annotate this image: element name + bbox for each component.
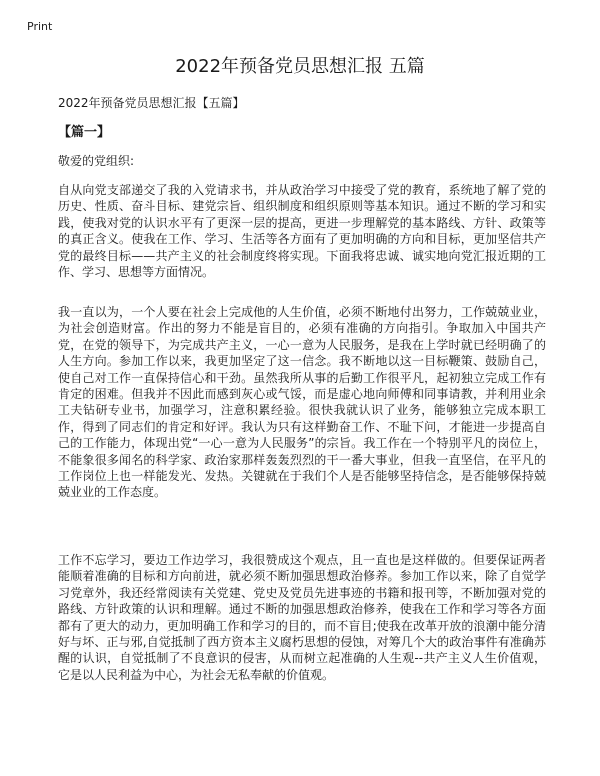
document-title: 2022年预备党员思想汇报 五篇 [175, 56, 425, 77]
body-paragraph: 自从向党支部递交了我的入党请求书，并从政治学习中接受了党的教育，系统地了解了党的历史、性质、奋斗目标、建党宗旨、组织制度和组织原则等基本知识。通过不断的学习和实践，使我对党的认识水平有了更深一层的提高，更进一步理解党的基本路线、方针、政策等的真正含义。使我在工作、学习、生活等各方面有了更加明确的方向和目标，更加坚信共产党的最终目标——共产主义的社会制度终将实现。下面我将忠诚、诚实地向党汇报近期的工作、学习、思想等方面情况。 [58, 183, 546, 280]
print-link[interactable]: Print [27, 20, 53, 33]
salutation: 敬爱的党组织: [58, 154, 135, 168]
body-paragraph: 工作不忘学习，要边工作边学习，我很赞成这个观点，且一直也是这样做的。但要保证两者能顺着准确的目标和方向前进，就必须不断加强思想政治修养。参加工作以来，除了自觉学习党章外，我还经常阅读有关党建、党史及党员先进事迹的书籍和报刊等，不断加强对党的路线、方针政策的认识和理解。通过不断的加强思想政治修养，使我在工作和学习等各方面都有了更大的动力，更加明确工作和学习的目的，而不盲目;使我在改革开放的浪潮中能分清好与坏、正与邪,自觉抵制了西方资本主义腐朽思想的侵蚀，对筹几个大的政治事件有准确苏醒的认识，自觉抵制了不良意识的侵害，从而树立起准确的人生观--共产主义人生价值观，它是以人民利益为中心，为社会无私奉献的价值观。 [58, 553, 546, 682]
document-subtitle: 2022年预备党员思想汇报【五篇】 [58, 96, 245, 110]
body-paragraph: 我一直以为，一个人要在社会上完成他的人生价值，必须不断地付出努力，工作兢兢业业，为社会创造财富。作出的努力不能是盲目的，必须有准确的方向指引。争取加入中国共产党，在党的领导下，为完成共产主义，一心一意为人民服务，是我在上学时就已经明确了的人生方向。参加工作以来，我更加坚定了这一信念。我不断地以这一目标鞭策、鼓励自己，使自己对工作一直保持信心和干劲。虽然我所从事的后勤工作很平凡，起初独立完成工作有肯定的困难。但我并不因此而感到灰心或气馁，而是虚心地向师傅和同事请教，并利用业余工夫钻研专业书，加强学习，注意积累经验。很快我就认识了业务，能够独立完成本职工作，得到了同志们的肯定和好评。我认为只有这样勤奋工作、不耻下问，才能进一步提高自己的工作能力，体现出党“一心一意为人民服务”的宗旨。我工作在一个特别平凡的岗位上，不能象很多闻名的科学家、政治家那样轰轰烈烈的干一番大事业，但我一直坚信，在平凡的工作岗位上也一样能发光、发热。关键就在于我们个人是否能够坚持信念，是否能够保持兢兢业业的工作态度。 [58, 305, 546, 500]
section-heading: 【篇一】 [58, 125, 111, 140]
